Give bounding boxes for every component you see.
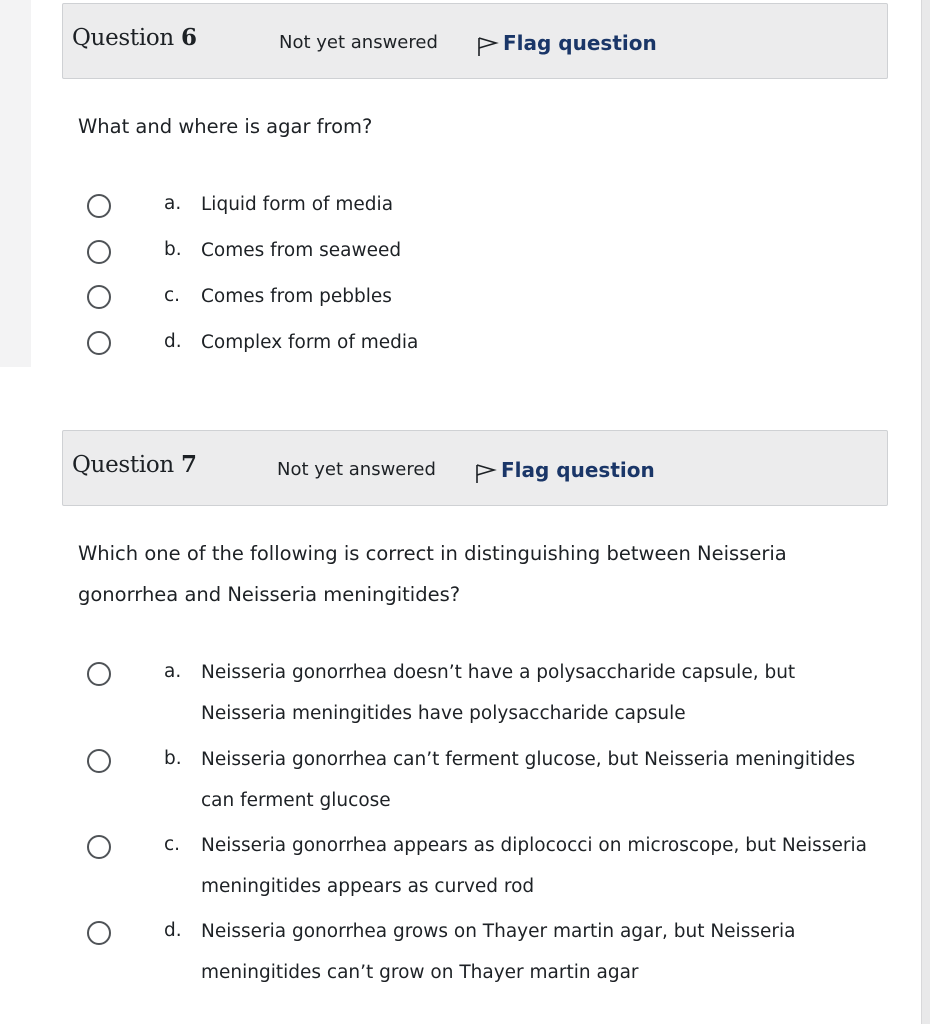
option-letter: b. [164,239,182,260]
question-7-title [72,451,197,478]
option-letter: b. [164,748,182,769]
radio-button[interactable] [87,194,111,218]
flag-icon [477,35,499,57]
question-label: Question [72,25,174,51]
question-number: 7 [180,451,197,478]
option-text: Neisseria gonorrhea can’t ferment glucose, but Neisseria meningitides can ferment glucose [201,749,856,811]
question-6-flag-button[interactable] [477,31,657,55]
flag-question-label: Flag question [501,458,655,482]
option-text: Complex form of media [201,332,419,353]
option-letter: a. [164,193,182,214]
question-7-text: Which one of the following is correct in distinguishing between Neisseria gonorrhea and Neisseria meningitides? [78,542,787,606]
option-letter: c. [164,285,181,306]
option-text: Comes from pebbles [201,286,392,307]
radio-button[interactable] [87,835,111,859]
option-text: Comes from seaweed [201,240,402,261]
option-letter: a. [164,661,182,682]
question-label: Question [72,452,174,478]
radio-button[interactable] [87,331,111,355]
question-6-header [62,3,888,79]
option-text: Neisseria gonorrhea grows on Thayer martin agar, but Neisseria meningitides can’t grow on Thayer martin agar [201,921,796,983]
option-text: Neisseria gonorrhea doesn’t have a polysaccharide capsule, but Neisseria meningitides have polysaccharide capsule [201,662,796,724]
flag-question-label: Flag question [503,31,657,55]
option-letter: c. [164,834,181,855]
question-6-text: What and where is agar from? [78,115,373,138]
question-7-flag-button[interactable] [475,458,655,482]
page-scrollbar[interactable] [921,0,930,1024]
question-6-title [72,24,197,51]
question-7-header [62,430,888,506]
radio-button[interactable] [87,285,111,309]
question-6-status: Not yet answered [279,32,438,53]
radio-button[interactable] [87,240,111,264]
flag-icon [475,462,497,484]
radio-button[interactable] [87,662,111,686]
option-letter: d. [164,920,182,941]
option-text: Neisseria gonorrhea appears as diplococci on microscope, but Neisseria meningitides appears as curved rod [201,835,867,897]
radio-button[interactable] [87,749,111,773]
left-panel-edge [0,0,31,367]
question-number: 6 [180,24,197,51]
question-7-status: Not yet answered [277,459,436,480]
option-letter: d. [164,331,182,352]
option-text: Liquid form of media [201,194,394,215]
radio-button[interactable] [87,921,111,945]
